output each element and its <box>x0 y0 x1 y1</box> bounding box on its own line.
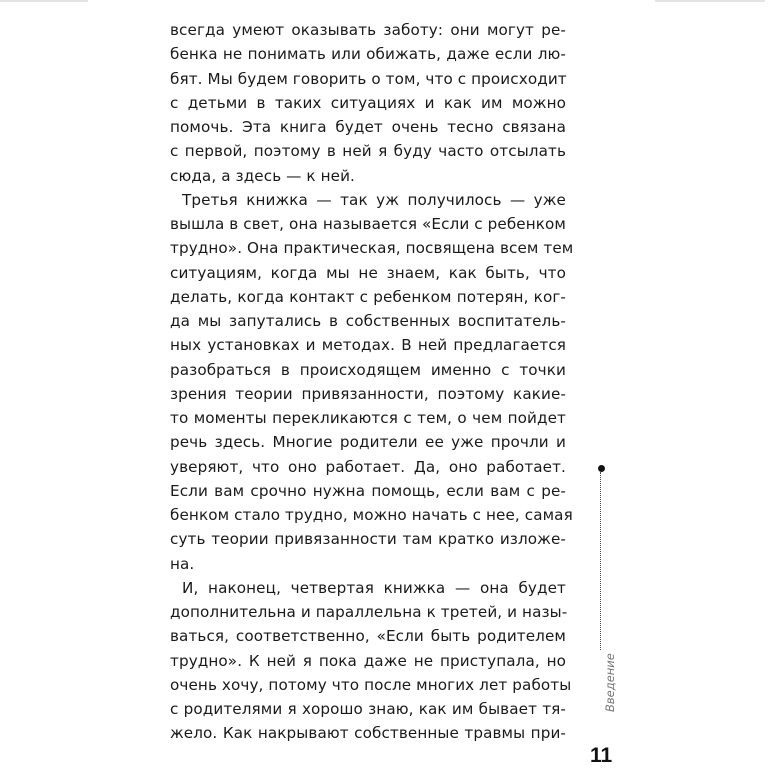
text-line: дополнительна и параллельна к третей, и назы- <box>170 603 568 621</box>
text-line: с детьми в таких ситуациях и как им можно <box>170 93 566 112</box>
text-line: делать, когда контакт с ребенком потерян, ког- <box>170 287 566 306</box>
running-section-title: Введение <box>603 653 617 712</box>
text-line: бенком стало трудно, можно начать с нее, самая <box>170 506 573 524</box>
text-line: ваться, соответственно, «Если быть родителем <box>170 627 566 646</box>
text-line: трудно». Она практическая, посвящена всем тем <box>170 239 574 258</box>
text-line: ных установках и методах. В ней предлагается <box>170 336 566 355</box>
dotted-rule <box>600 472 601 650</box>
page-number: 11 <box>590 744 613 767</box>
text-line: И, наконец, четвертая книжка — она будет <box>182 578 566 597</box>
text-line: на. <box>170 554 195 573</box>
bullet-dot-icon <box>598 465 605 472</box>
text-line: сюда, а здесь — к ней. <box>170 166 355 185</box>
text-line: бят. Мы будем говорить о том, что с происходит <box>170 69 567 88</box>
body-text <box>170 18 574 746</box>
text-line: речь здесь. Многие родители ее уже прочли и <box>170 433 566 452</box>
text-line: ситуациям, когда мы не знаем, как быть, что <box>170 263 566 282</box>
text-line: очень хочу, потому что после многих лет работы <box>170 675 572 694</box>
text-line: жело. Как накрывают собственные травмы при- <box>170 724 566 743</box>
page-edge-right <box>655 0 765 2</box>
text-line: то моменты перекликаются с тем, о чем пойдет <box>170 409 566 427</box>
text-line: уверяют, что оно работает. Да, оно работает. <box>170 457 566 476</box>
text-line: всегда умеют оказывать заботу: они могут ре- <box>170 21 566 39</box>
text-line: помочь. Эта книга будет очень тесно связана <box>170 118 566 136</box>
text-line: Третья книжка — так уж получилось — уже <box>182 190 566 209</box>
text-line: трудно». К ней я пока даже не приступала, но <box>170 651 566 670</box>
text-line: с первой, поэтому в ней я буду часто отсылать <box>170 142 566 161</box>
text-line: Если вам срочно нужна помощь, если вам с ре- <box>170 481 566 500</box>
text-line: суть теории привязанности там кратко изложе- <box>170 530 566 549</box>
text-line: с родителями я хорошо знаю, как им бывает тя- <box>170 700 566 718</box>
text-line: вышла в свет, она называется «Если с ребенком <box>170 215 566 233</box>
text-line: разобраться в происходящем именно с точки <box>170 360 566 379</box>
text-line: зрения теории привязанности, поэтому какие- <box>170 384 566 403</box>
page-edge-left <box>0 0 88 2</box>
text-line: бенка не понимать или обижать, даже если лю- <box>170 45 566 64</box>
text-line: да мы запутались в собственных воспитатель- <box>170 312 566 330</box>
